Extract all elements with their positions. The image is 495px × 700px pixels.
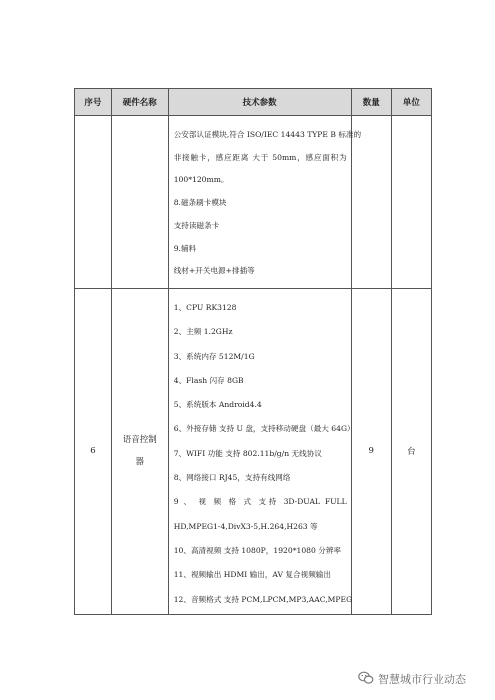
param-line: 9 、 视 频 格 式 支持 3D-DUAL FULL [173, 497, 347, 507]
table-row [75, 116, 432, 289]
params-cell [168, 289, 355, 615]
spec-table [74, 88, 432, 615]
param-line: 6、外接存储 支持 U 盘，支持移动硬盘（最大 64G） [173, 424, 355, 434]
param-line: 8、网络接口 RJ45，支持有线网络 [173, 473, 291, 483]
param-line: 2、主频 1.2GHz [173, 327, 233, 337]
qty-cell: 9 [351, 289, 391, 615]
param-line: 9.辅料 [173, 243, 197, 253]
param-line: 12、音频格式 支持 PCM,LPCM,MP3,AAC,MPEG [173, 594, 353, 604]
unit-cell [391, 116, 431, 289]
name-line: 语音控制 [122, 435, 157, 446]
param-line: 11、视频输出 HDMI 输出，AV 复合视频输出 [173, 570, 331, 580]
header-unit: 单位 [391, 89, 431, 116]
param-line: 非接触卡，感应距离 大于 50mm，感应面积为 [173, 152, 347, 162]
params-cell [168, 116, 362, 289]
param-line: 线材+开关电源+排插等 [173, 266, 255, 276]
param-line: 4、Flash 闪存 8GB [173, 375, 244, 385]
param-line: 10、高清视频 支持 1080P，1920*1080 分辨率 [173, 545, 342, 555]
name-cell [111, 289, 168, 615]
name-cell [111, 116, 168, 289]
header-seq: 序号 [75, 89, 112, 116]
name-line: 器 [135, 457, 145, 468]
param-line: 8.磁条刷卡模块 [173, 198, 227, 208]
table-row [75, 289, 432, 615]
header-row [75, 89, 432, 116]
param-line: 100*120mm。 [173, 175, 229, 185]
seq-cell: 6 [75, 289, 112, 615]
header-name: 硬件名称 [111, 89, 168, 116]
header-qty: 数量 [351, 89, 391, 116]
header-params: 技术参数 [168, 89, 351, 116]
unit-cell: 台 [391, 289, 431, 615]
param-line: 1、CPU RK3128 [173, 303, 237, 312]
qty-cell [351, 116, 391, 289]
param-line: HD,MPEG1-4,DivX3-5,H.264,H263 等 [173, 521, 318, 531]
watermark-text: 智慧城市行业动态 [378, 673, 466, 686]
param-line: 支持读磁条卡 [173, 220, 220, 230]
param-line: 3、系统内存 512M/1G [173, 351, 255, 361]
param-line: 7、WIFI 功能 支持 802.11b/g/n 无线协议 [173, 448, 322, 458]
watermark [358, 670, 466, 688]
seq-cell [75, 116, 112, 289]
param-line: 公安部认证模块,符合 ISO/IEC 14443 TYPE B 标准的 [173, 130, 362, 139]
param-line: 5、系统版本 Android4.4 [173, 400, 262, 410]
wechat-icon [358, 671, 374, 688]
